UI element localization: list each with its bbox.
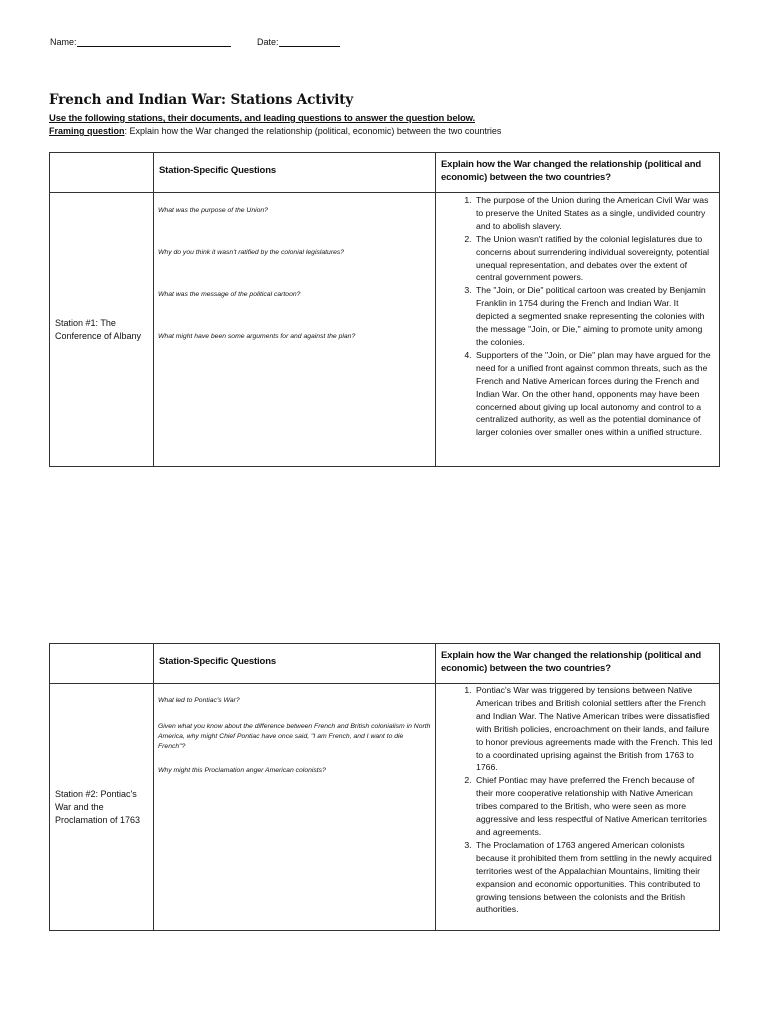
date-label: Date: [257, 37, 279, 47]
station-label: Station #2: Pontiac's War and the Proclamation of 1763 [50, 684, 154, 931]
header-explain: Explain how the War changed the relationship (political and economic) between the two countries? [436, 153, 720, 193]
station-row [50, 193, 720, 467]
answer-item: 1. The purpose of the Union during the American Civil War was to preserve the United States as a single, undivided country and to abolish slavery. [474, 194, 713, 233]
questions-cell [154, 193, 436, 467]
station-label: Station #1: The Conference of Albany [50, 193, 154, 467]
answers-cell[interactable] [436, 193, 720, 467]
questions-cell [154, 684, 436, 931]
header-questions: Station-Specific Questions [154, 644, 436, 684]
station-question: What was the message of the political cartoon? [158, 291, 301, 298]
date-field[interactable] [279, 36, 340, 47]
header-questions: Station-Specific Questions [154, 153, 436, 193]
header-explain: Explain how the War changed the relationship (political and economic) between the two countries? [436, 644, 720, 684]
table-header-row [50, 644, 720, 684]
name-line [50, 36, 231, 47]
answer-item: 2. Chief Pontiac may have preferred the French because of their more cooperative relationship with Native American tribes compared to the British, who were seen as more aggressive and less respectful of Native American territories and agreements. [474, 774, 713, 839]
station-row [50, 684, 720, 931]
station-question: Why might this Proclamation anger American colonists? [158, 767, 326, 774]
framing-text: : Explain how the War changed the relationship (political, economic) between the two countries [124, 126, 502, 136]
station-question: Why do you think it wasn't ratified by the colonial legislatures? [158, 249, 345, 256]
answer-item: 1. Pontiac's War was triggered by tensions between Native American tribes and British colonial settlers after the French and Indian War. The Native American tribes were dissatisfied with British policies, encroachment on their lands, and failure to honor previous agreements made with the French. This led to a coordinated uprising against the British from 1763 to 1766. [474, 684, 713, 774]
page-title: French and Indian War: Stations Activity [49, 92, 354, 108]
answers-cell[interactable] [436, 684, 720, 931]
station-1-table [49, 152, 720, 467]
name-label: Name: [50, 37, 77, 47]
station-question: Given what you know about the difference between French and British colonialism in North America, why might Chief Pontiac have once said, "I am French, and I want to die French"? [158, 723, 431, 750]
answer-item: 3. The "Join, or Die" political cartoon was created by Benjamin Franklin in 1754 during the French and Indian War. It depicted a segmented snake representing the colonies with the message "Join, or Die," aiming to promote unity among the colonies. [474, 284, 713, 349]
answer-item: 2. The Union wasn't ratified by the colonial legislatures due to concerns about surrendering individual sovereignty, potential unequal representation, and debates over the extent of central government powers. [474, 233, 713, 285]
station-question: What led to Pontiac's War? [158, 697, 240, 704]
station-question: What might have been some arguments for and against the plan? [158, 333, 356, 340]
station-2-table [49, 643, 720, 931]
framing-label: Framing question [49, 126, 125, 136]
header-empty-cell [50, 644, 154, 684]
answer-item: 4. Supporters of the "Join, or Die" plan may have argued for the need for a unified front against common threats, such as the French and Native American forces during the French and Indian War. On the other hand, opponents may have been concerned about giving up local autonomy and control to a centralized authority, as well as the potential dominance of larger colonies over smaller ones within a unified structure. [474, 349, 713, 439]
instructions: Use the following stations, their documents, and leading questions to answer the question below. [49, 113, 475, 124]
station-question: What was the purpose of the Union? [158, 207, 268, 214]
table-header-row [50, 153, 720, 193]
answer-list [436, 194, 719, 439]
header-empty-cell [50, 153, 154, 193]
framing-question [49, 126, 501, 136]
answer-list [436, 684, 719, 916]
date-line [257, 36, 340, 47]
answer-item: 3. The Proclamation of 1763 angered American colonists because it prohibited them from settling in the newly acquired territories west of the Appalachian Mountains, limiting their expansion and economic opportunities. This contributed to growing tensions between the colonists and the British authorities. [474, 839, 713, 916]
name-field[interactable] [77, 36, 231, 47]
